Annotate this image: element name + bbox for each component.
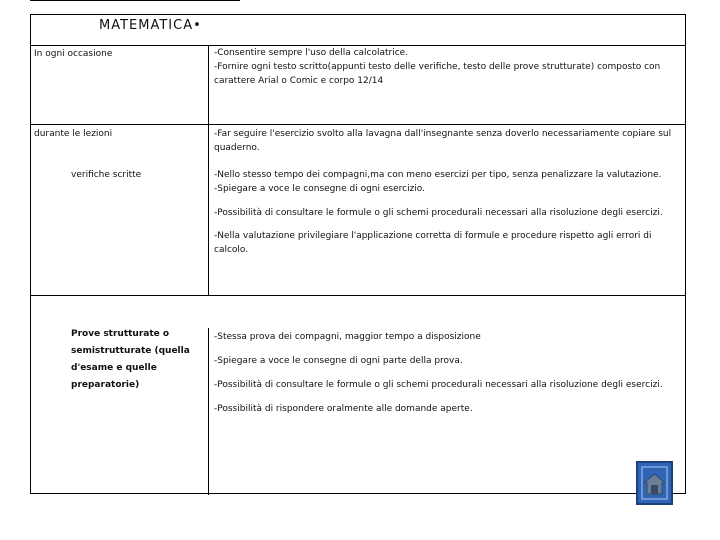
table-row bbox=[31, 125, 685, 295]
table-row bbox=[31, 328, 685, 495]
title-row bbox=[31, 15, 685, 46]
home-button[interactable] bbox=[636, 461, 673, 505]
row-label-cell bbox=[31, 328, 209, 495]
table-divider bbox=[31, 295, 685, 325]
row-label-cell bbox=[31, 125, 209, 295]
row-label: verifiche scritte bbox=[71, 170, 142, 180]
row-text: -Possibilità di rispondere oralmente alle domande aperte. bbox=[214, 404, 473, 414]
row-text: -Possibilità di consultare le formule o gli schemi procedurali necessari alla risoluzione degli esercizi. bbox=[214, 208, 663, 218]
row-label-cell bbox=[31, 45, 209, 124]
row-text: -Consentire sempre l'uso della calcolatrice. bbox=[214, 48, 409, 58]
row-content-cell bbox=[209, 125, 685, 295]
row-text: -Spiegare a voce le consegne di ogni parte della prova. bbox=[214, 356, 463, 366]
page-title: MATEMATICA• bbox=[99, 18, 202, 33]
row-text: -Far seguire l'esercizio svolto alla lavagna dall'insegnante senza doverlo necessariamente copiare sul quaderno. bbox=[214, 129, 672, 153]
row-label: durante le lezioni bbox=[34, 129, 113, 139]
row-content-cell bbox=[209, 45, 685, 124]
row-text: -Stessa prova dei compagni, maggior tempo a disposizione bbox=[214, 332, 481, 342]
home-icon bbox=[643, 473, 666, 495]
row-text: -Spiegare a voce le consegne di ogni esercizio. bbox=[214, 184, 425, 194]
row-text: -Nella valutazione privilegiare l'applicazione corretta di formule e procedure rispetto agli errori di calcolo. bbox=[214, 231, 652, 255]
row-text: -Possibilità di consultare le formule o gli schemi procedurali necessari alla risoluzione degli esercizi. bbox=[214, 380, 663, 390]
table-row bbox=[31, 45, 685, 125]
row-label: In ogni occasione bbox=[34, 49, 113, 59]
row-text: -Nello stesso tempo dei compagni,ma con meno esercizi per tipo, senza penalizzare la valutazione. bbox=[214, 170, 662, 180]
top-rule bbox=[30, 0, 240, 1]
accommodations-table bbox=[30, 14, 686, 494]
row-content-cell bbox=[209, 328, 685, 495]
row-label: Prove strutturate o semistrutturate (quella d'esame e quelle preparatorie) bbox=[71, 329, 190, 390]
row-text: -Fornire ogni testo scritto(appunti testo delle verifiche, testo delle prove strutturate) composto con carattere Arial o Comic e corpo 12/14 bbox=[214, 62, 661, 86]
